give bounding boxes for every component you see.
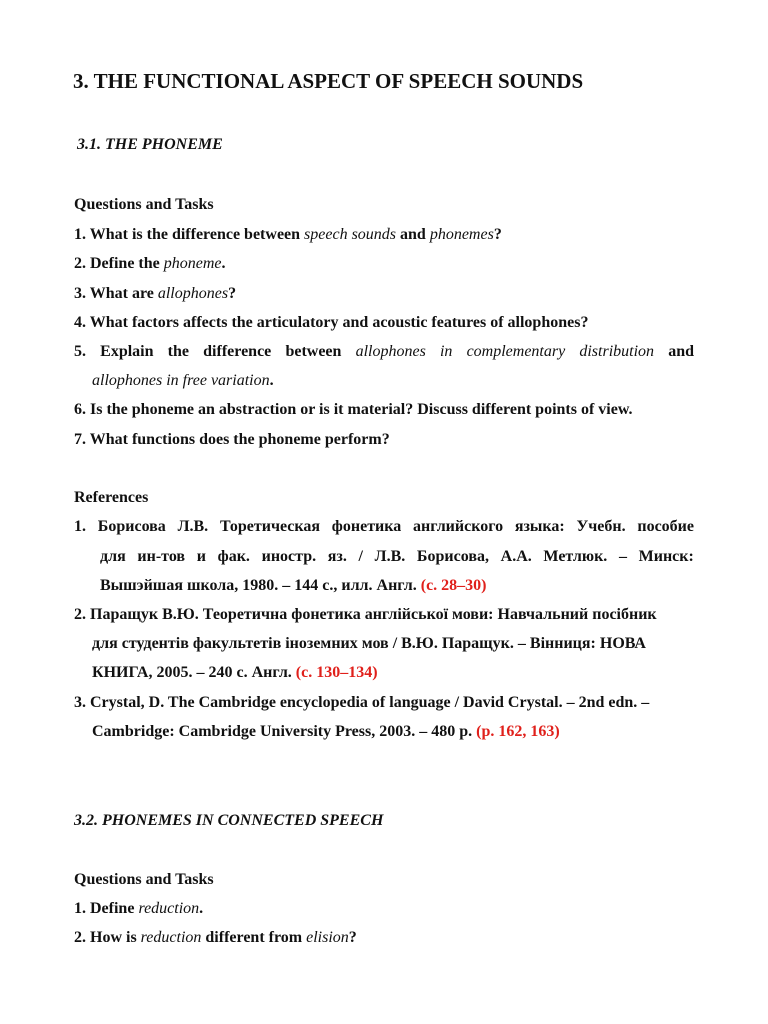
word: the xyxy=(167,343,189,360)
page-range: (с. 130–134) xyxy=(295,664,378,681)
term-italic: in xyxy=(439,343,453,360)
reference-1-line-3 xyxy=(100,577,487,595)
word: Минск: xyxy=(638,548,694,565)
term-italic: reduction xyxy=(138,900,200,917)
term-italic: reduction xyxy=(140,929,202,946)
term-italic: allophones in free variation xyxy=(92,372,270,389)
word: between xyxy=(285,343,342,360)
word: – xyxy=(618,548,627,565)
question-text: different from xyxy=(201,929,307,946)
term-italic: phonemes xyxy=(429,226,494,243)
word: and xyxy=(668,343,694,360)
word: Explain xyxy=(100,343,154,360)
reference-3-line-2 xyxy=(92,723,560,741)
word: difference xyxy=(203,343,272,360)
term-italic: phoneme xyxy=(163,255,222,272)
question-text: ? xyxy=(228,285,237,302)
question-text: 1. What is the difference between xyxy=(74,226,305,243)
reference-1-line-2 xyxy=(100,548,694,566)
question-text: 2. How is xyxy=(74,929,141,946)
question-3 xyxy=(74,285,236,303)
question-7: 7. What functions does the phoneme perform? xyxy=(74,431,390,448)
reference-1-line-1 xyxy=(74,518,694,536)
reference-text: КНИГА, 2005. – 240 с. Англ. xyxy=(92,664,296,681)
question-2 xyxy=(74,929,357,947)
question-text: 1. Define xyxy=(74,900,139,917)
word: ин-тов xyxy=(137,548,186,565)
term-italic: speech sounds xyxy=(304,226,397,243)
questions-heading: Questions and Tasks xyxy=(74,871,214,888)
word: пособие xyxy=(637,518,694,535)
question-text: ? xyxy=(493,226,502,243)
page-range: (p. 162, 163) xyxy=(476,723,560,740)
word: / xyxy=(358,548,363,565)
word: для xyxy=(100,548,126,565)
word: языка: xyxy=(514,518,565,535)
word: Борисова xyxy=(97,518,166,535)
question-text: . xyxy=(199,900,204,917)
word: Метлюк. xyxy=(543,548,608,565)
word: фак. xyxy=(217,548,250,565)
word: 5. xyxy=(74,343,86,360)
word: иностр. xyxy=(261,548,317,565)
word: А.А. xyxy=(500,548,532,565)
question-text: . xyxy=(269,372,274,389)
word: Л.В. xyxy=(374,548,406,565)
term-italic: elision xyxy=(306,929,349,946)
word: английского xyxy=(413,518,504,535)
term-italic: allophones xyxy=(355,343,426,360)
question-5-line-1 xyxy=(74,343,694,361)
reference-2-line-3 xyxy=(92,664,378,682)
reference-3-line-1: 3. Crystal, D. The Cambridge encyclopedia of language / David Crystal. – 2nd edn. – xyxy=(74,694,650,711)
question-text: and xyxy=(396,226,430,243)
question-1 xyxy=(74,226,502,244)
section-heading-phoneme: 3.1. THE PHONEME xyxy=(77,136,223,153)
term-italic: complementary xyxy=(466,343,566,360)
question-5-line-2 xyxy=(92,372,274,390)
question-2 xyxy=(74,255,226,273)
word: и xyxy=(196,548,206,565)
questions-heading: Questions and Tasks xyxy=(74,196,214,213)
section-heading-connected-speech: 3.2. PHONEMES IN CONNECTED SPEECH xyxy=(74,812,384,829)
chapter-title: 3. THE FUNCTIONAL ASPECT OF SPEECH SOUNDS xyxy=(73,69,584,93)
references-heading: References xyxy=(74,489,149,506)
page-range: (с. 28–30) xyxy=(420,577,487,594)
term-italic: allophones xyxy=(157,285,229,302)
question-4: 4. What factors affects the articulatory and acoustic features of allophones? xyxy=(74,314,589,331)
question-text: 3. What are xyxy=(74,285,158,302)
reference-2-line-2: для студентів факультетів іноземних мов / В.Ю. Паращук. – Вінниця: НОВА xyxy=(92,635,646,652)
question-text: 2. Define the xyxy=(74,255,164,272)
question-6: 6. Is the phoneme an abstraction or is it material? Discuss different points of view. xyxy=(74,401,633,418)
question-text: . xyxy=(221,255,226,272)
reference-text: Вышэйшая школа, 1980. – 144 с., илл. Англ. xyxy=(100,577,421,594)
word: Л.В. xyxy=(177,518,209,535)
word: 1. xyxy=(74,518,86,535)
word: Торетическая xyxy=(219,518,321,535)
question-text: ? xyxy=(348,929,357,946)
term-italic: distribution xyxy=(579,343,655,360)
reference-text: Cambridge: Cambridge University Press, 2003. – 480 p. xyxy=(92,723,477,740)
word: Борисова, xyxy=(416,548,489,565)
word: фонетика xyxy=(331,518,402,535)
question-1 xyxy=(74,900,203,918)
word: яз. xyxy=(327,548,347,565)
word: Учебн. xyxy=(576,518,626,535)
reference-2-line-1: 2. Паращук В.Ю. Теоретична фонетика англійської мови: Навчальний посібник xyxy=(74,606,657,623)
